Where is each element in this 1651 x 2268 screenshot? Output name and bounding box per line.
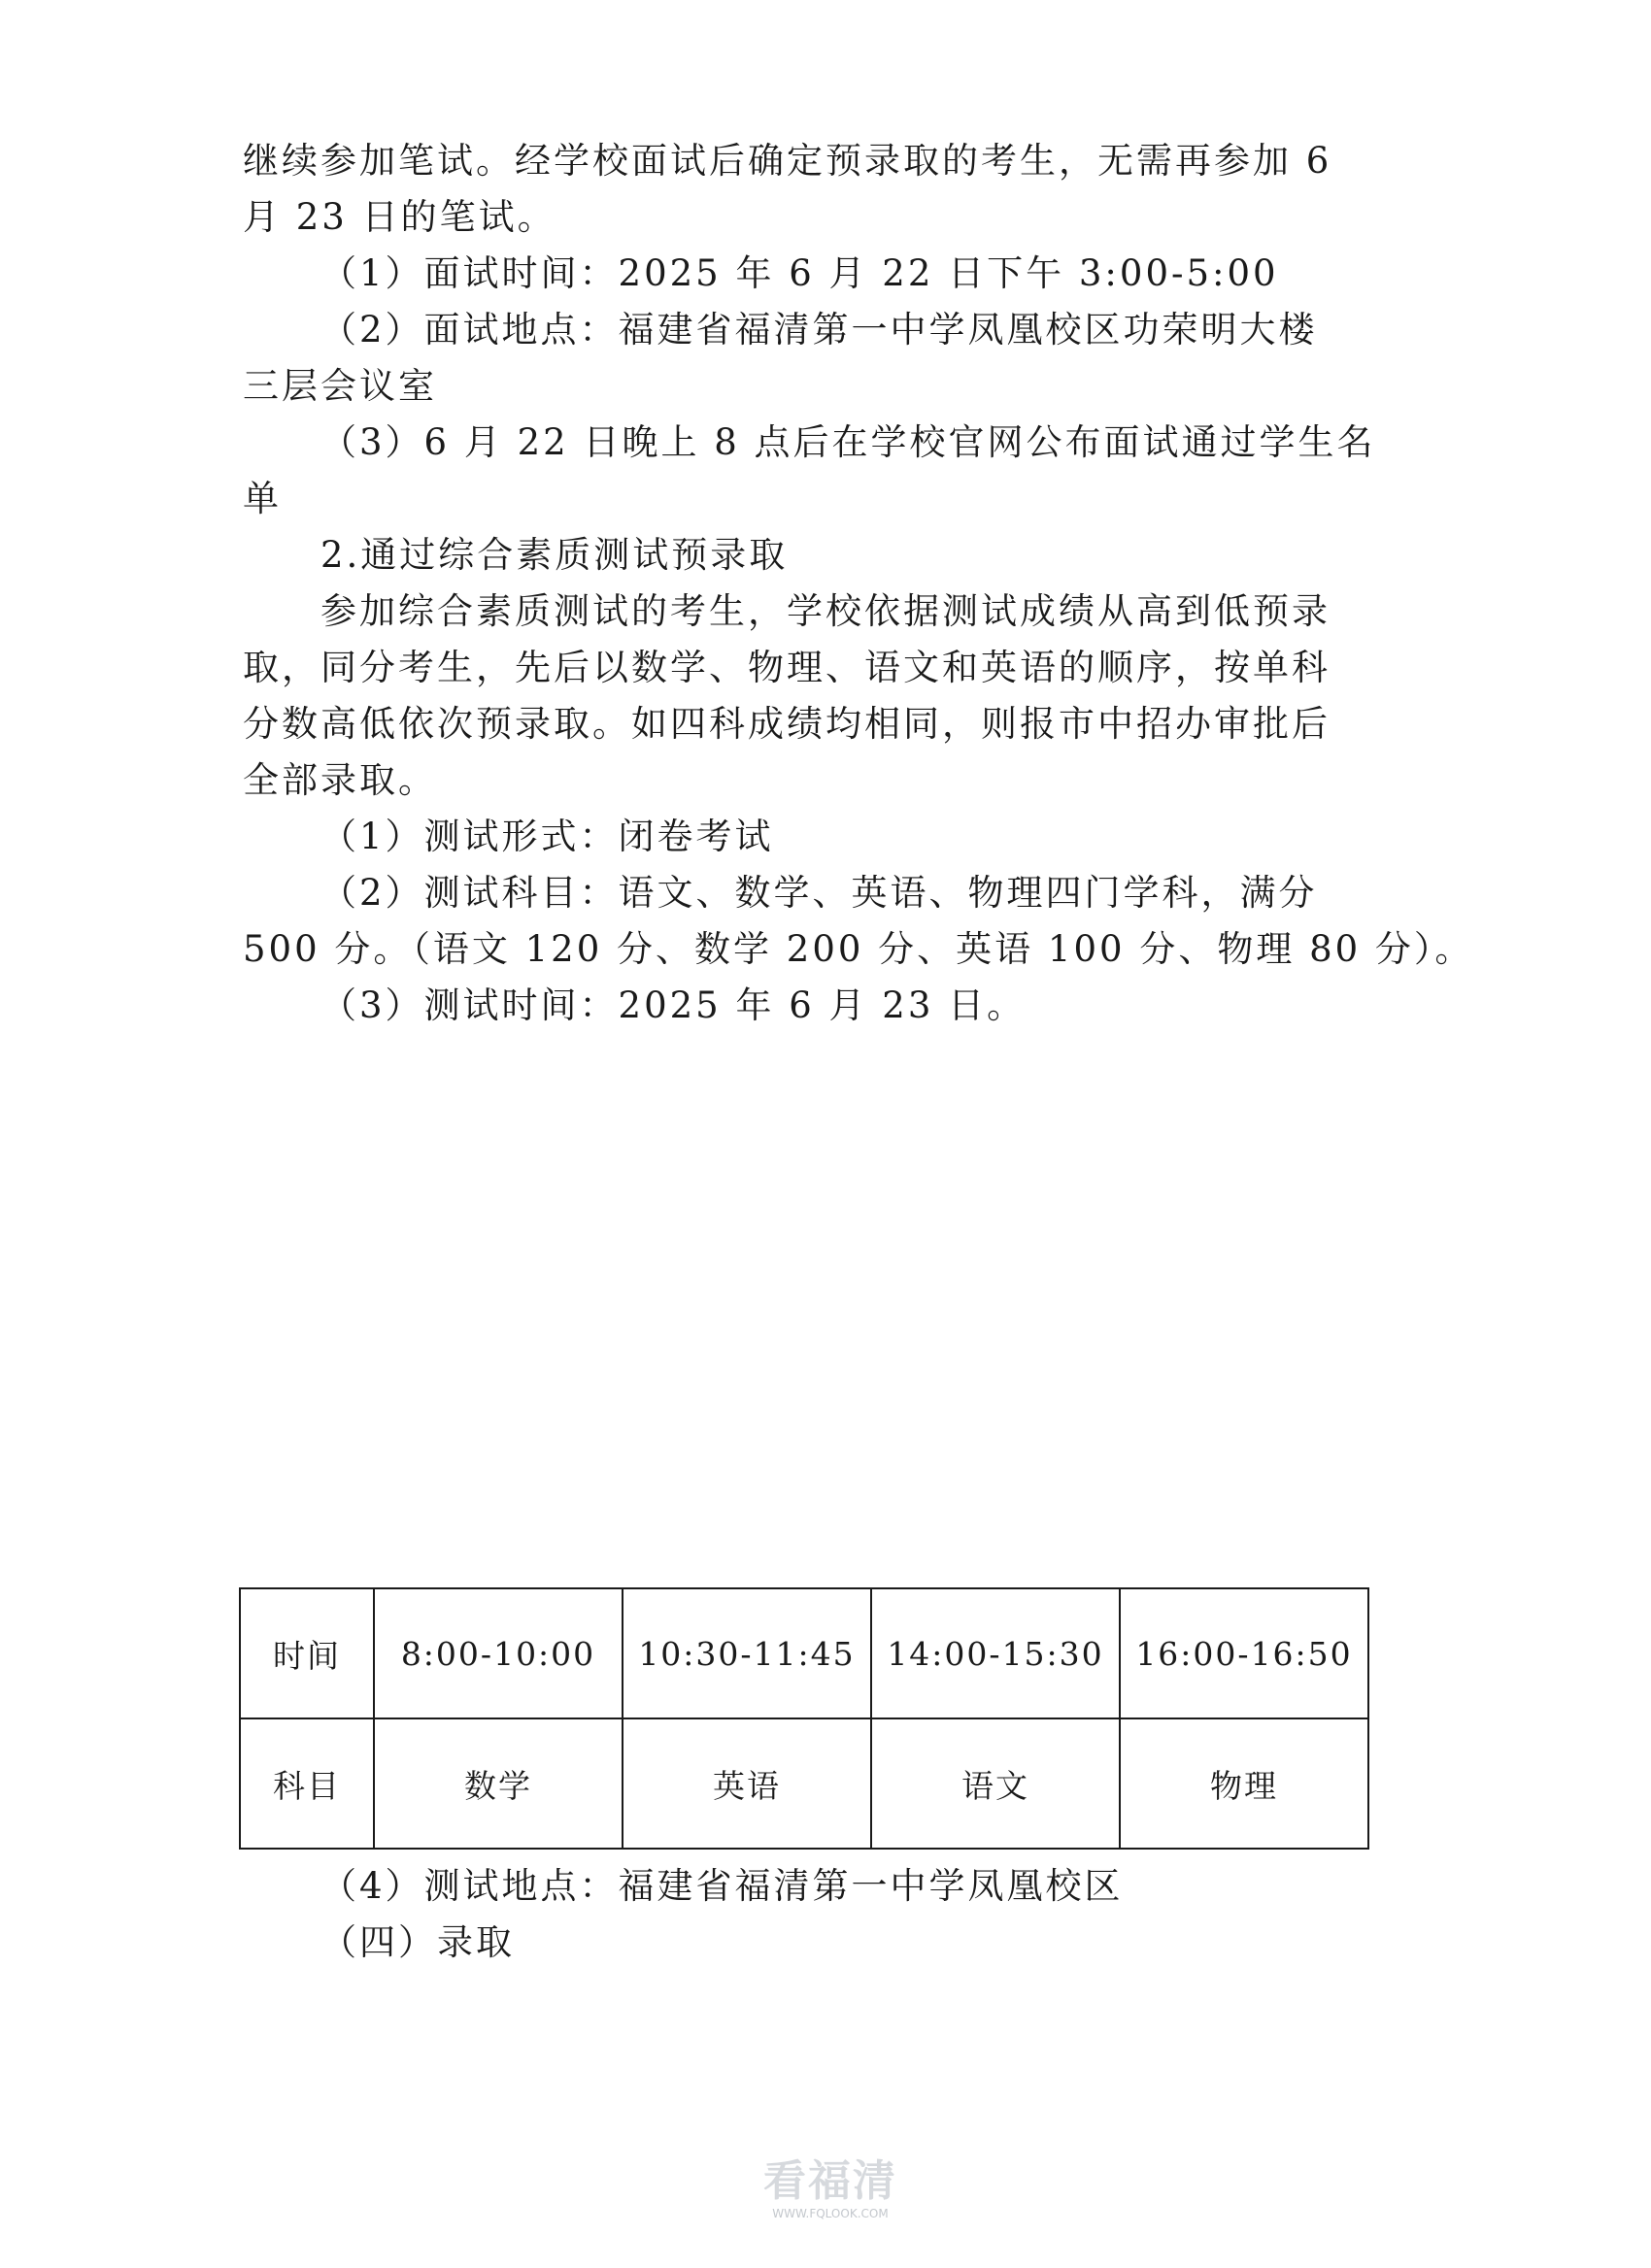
- interview-location: （2）面试地点：福建省福清第一中学凤凰校区功荣明大楼: [320, 309, 1318, 350]
- site-watermark: [748, 2157, 913, 2221]
- subject-cell: 英语: [623, 1718, 871, 1849]
- subject-cell: 物理: [1120, 1718, 1368, 1849]
- interview-location-cont: 三层会议室: [243, 365, 437, 407]
- test-time: （3）测试时间：2025 年 6 月 23 日。: [320, 984, 1027, 1026]
- section-heading: （四）录取: [320, 1921, 515, 1963]
- test-form: （1）测试形式：闭卷考试: [320, 816, 774, 857]
- paragraph-line: 继续参加笔试。经学校面试后确定预录取的考生，无需再参加 6: [243, 140, 1332, 182]
- section-heading: 2.通过综合素质测试预录取: [320, 534, 789, 576]
- schedule-time-row: [240, 1588, 1368, 1718]
- watermark-url: WWW.FQLOOK.COM: [772, 2207, 889, 2220]
- test-subjects-cont: 500 分。（语文 120 分、数学 200 分、英语 100 分、物理 80 分）。: [243, 928, 1474, 970]
- time-cell: 8:00-10:00: [374, 1588, 623, 1718]
- paragraph-line: 取，同分考生，先后以数学、物理、语文和英语的顺序，按单科: [243, 647, 1331, 688]
- test-subjects: （2）测试科目：语文、数学、英语、物理四门学科，满分: [320, 872, 1318, 914]
- watermark-brand: 看福清: [763, 2156, 897, 2206]
- schedule-table: [239, 1587, 1369, 1850]
- interview-result-cont: 单: [243, 478, 282, 519]
- paragraph-line: 全部录取。: [243, 759, 437, 801]
- subject-cell: 语文: [871, 1718, 1120, 1849]
- schedule-subject-row: [240, 1718, 1368, 1849]
- paragraph-line: 分数高低依次预录取。如四科成绩均相同，则报市中招办审批后: [243, 703, 1331, 745]
- time-cell: 16:00-16:50: [1120, 1588, 1368, 1718]
- subject-header-cell: 科目: [240, 1718, 374, 1849]
- interview-result: （3）6 月 22 日晚上 8 点后在学校官网公布面试通过学生名: [320, 421, 1376, 463]
- test-location: （4）测试地点：福建省福清第一中学凤凰校区: [320, 1865, 1124, 1907]
- subject-cell: 数学: [374, 1718, 623, 1849]
- paragraph-line: 月 23 日的笔试。: [243, 196, 556, 238]
- time-cell: 10:30-11:45: [623, 1588, 871, 1718]
- time-header-cell: 时间: [240, 1588, 374, 1718]
- time-cell: 14:00-15:30: [871, 1588, 1120, 1718]
- paragraph-line: 参加综合素质测试的考生，学校依据测试成绩从高到低预录: [320, 590, 1331, 632]
- interview-time: （1）面试时间：2025 年 6 月 22 日下午 3:00-5:00: [320, 252, 1279, 294]
